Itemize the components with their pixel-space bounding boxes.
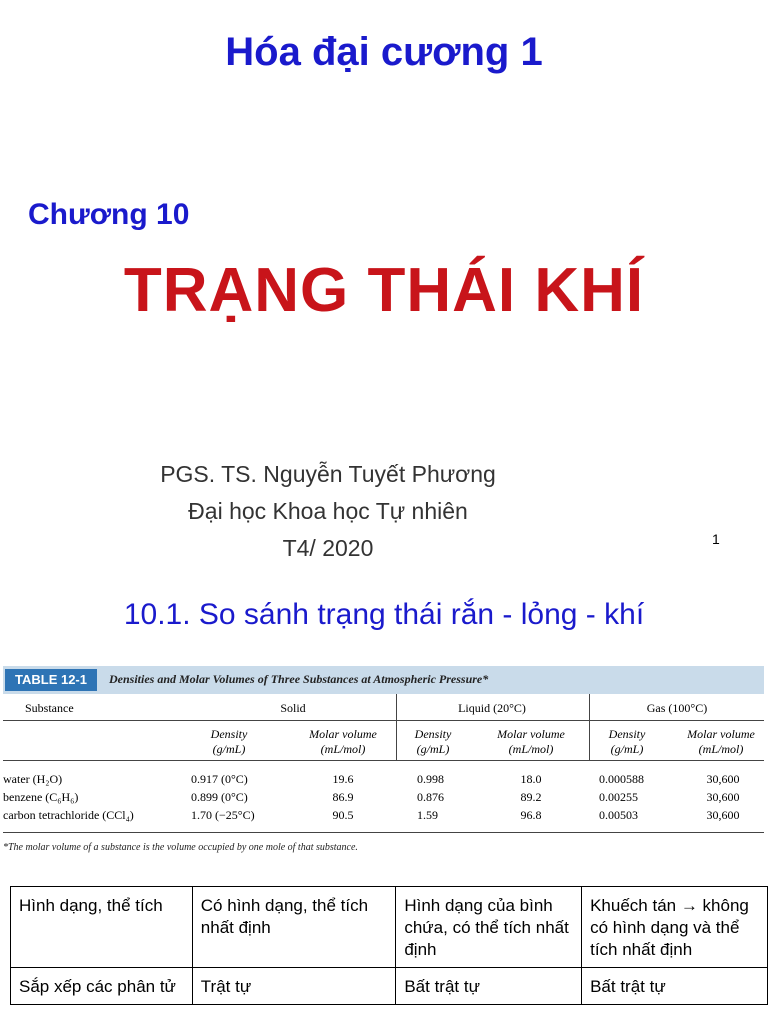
cell-solid-molar: 86.9 — [332, 790, 354, 804]
header-substance: Substance — [25, 701, 74, 715]
cell-solid-density: 0.899 (0°C) — [191, 790, 248, 804]
subheader-molar: Molar volume (mL/mol) — [687, 727, 755, 756]
cell-gas-molar: 30,600 — [706, 772, 740, 786]
cell-liquid-density: 0.876 — [417, 790, 444, 804]
subheader-density: Density (g/mL) — [210, 727, 248, 756]
table-cell: Có hình dạng, thể tích nhất định — [192, 887, 396, 968]
table-row — [11, 887, 768, 968]
subheader-molar: Molar volume (mL/mol) — [309, 727, 377, 756]
table-cell: Hình dạng, thể tích — [11, 887, 193, 968]
cell-gas-molar: 30,600 — [706, 808, 740, 822]
table-caption: Densities and Molar Volumes of Three Substances at Atmospheric Pressure* — [109, 672, 489, 686]
table-cell: Hình dạng của bình chứa, có thể tích nhất định — [396, 887, 582, 968]
header-gas: Gas (100°C) — [646, 701, 708, 715]
cell-liquid-density: 0.998 — [417, 772, 444, 786]
author-name: PGS. TS. Nguyễn Tuyết Phương — [160, 461, 496, 487]
header-liquid: Liquid (20°C) — [458, 701, 526, 715]
table-cell: Sắp xếp các phân tử — [11, 968, 193, 1005]
table-cell: Khuếch tán → không có hình dạng và thể tích nhất định — [582, 887, 768, 968]
table-body — [3, 694, 764, 856]
comparison-table — [10, 886, 768, 1005]
table-cell: Bất trật tự — [582, 968, 768, 1005]
table-footnote: *The molar volume of a substance is the volume occupied by one mole of that substance. — [3, 842, 358, 853]
cell-gas-molar: 30,600 — [706, 790, 740, 804]
subheader-density: Density (g/mL) — [414, 727, 452, 756]
cell-solid-density: 1.70 (−25°C) — [191, 808, 255, 822]
date: T4/ 2020 — [282, 535, 374, 561]
table-cell: Trật tự — [192, 968, 396, 1005]
cell-substance: carbon tetrachloride (CCl₄) — [3, 808, 134, 822]
table-rule — [3, 720, 764, 721]
cell-gas-density: 0.00503 — [599, 808, 638, 822]
cell-gas-density: 0.000588 — [599, 772, 644, 786]
cell-liquid-molar: 18.0 — [520, 772, 542, 786]
table-rule — [3, 760, 764, 761]
chapter-label: Chương 10 — [28, 198, 190, 231]
cell-solid-density: 0.917 (0°C) — [191, 772, 248, 786]
cell-gas-density: 0.00255 — [599, 790, 638, 804]
cell-liquid-molar: 89.2 — [520, 790, 542, 804]
subheader-molar: Molar volume (mL/mol) — [497, 727, 565, 756]
section-title: 10.1. So sánh trạng thái rắn - lỏng - khí — [123, 598, 645, 631]
table-header-bar — [3, 666, 764, 694]
table-rule — [3, 832, 764, 833]
cell-substance: benzene (C₆H₆) — [3, 790, 79, 804]
main-title: TRẠNG THÁI KHÍ — [123, 256, 645, 325]
subheader-density: Density (g/mL) — [608, 727, 646, 756]
cell-liquid-molar: 96.8 — [520, 808, 542, 822]
density-table — [3, 666, 764, 856]
header-solid: Solid — [280, 701, 306, 715]
table-tag: TABLE 12-1 — [5, 669, 97, 691]
table-cell: Bất trật tự — [396, 968, 582, 1005]
institution: Đại học Khoa học Tự nhiên — [188, 498, 468, 524]
cell-substance: water (H₂O) — [3, 772, 63, 786]
cell-solid-molar: 90.5 — [332, 808, 354, 822]
author-block — [0, 456, 656, 567]
page-number: 1 — [712, 531, 720, 547]
cell-liquid-density: 1.59 — [417, 808, 438, 822]
cell-solid-molar: 19.6 — [332, 772, 354, 786]
table-row — [11, 968, 768, 1005]
table-divider — [589, 694, 590, 760]
course-title: Hóa đại cương 1 — [225, 30, 543, 74]
